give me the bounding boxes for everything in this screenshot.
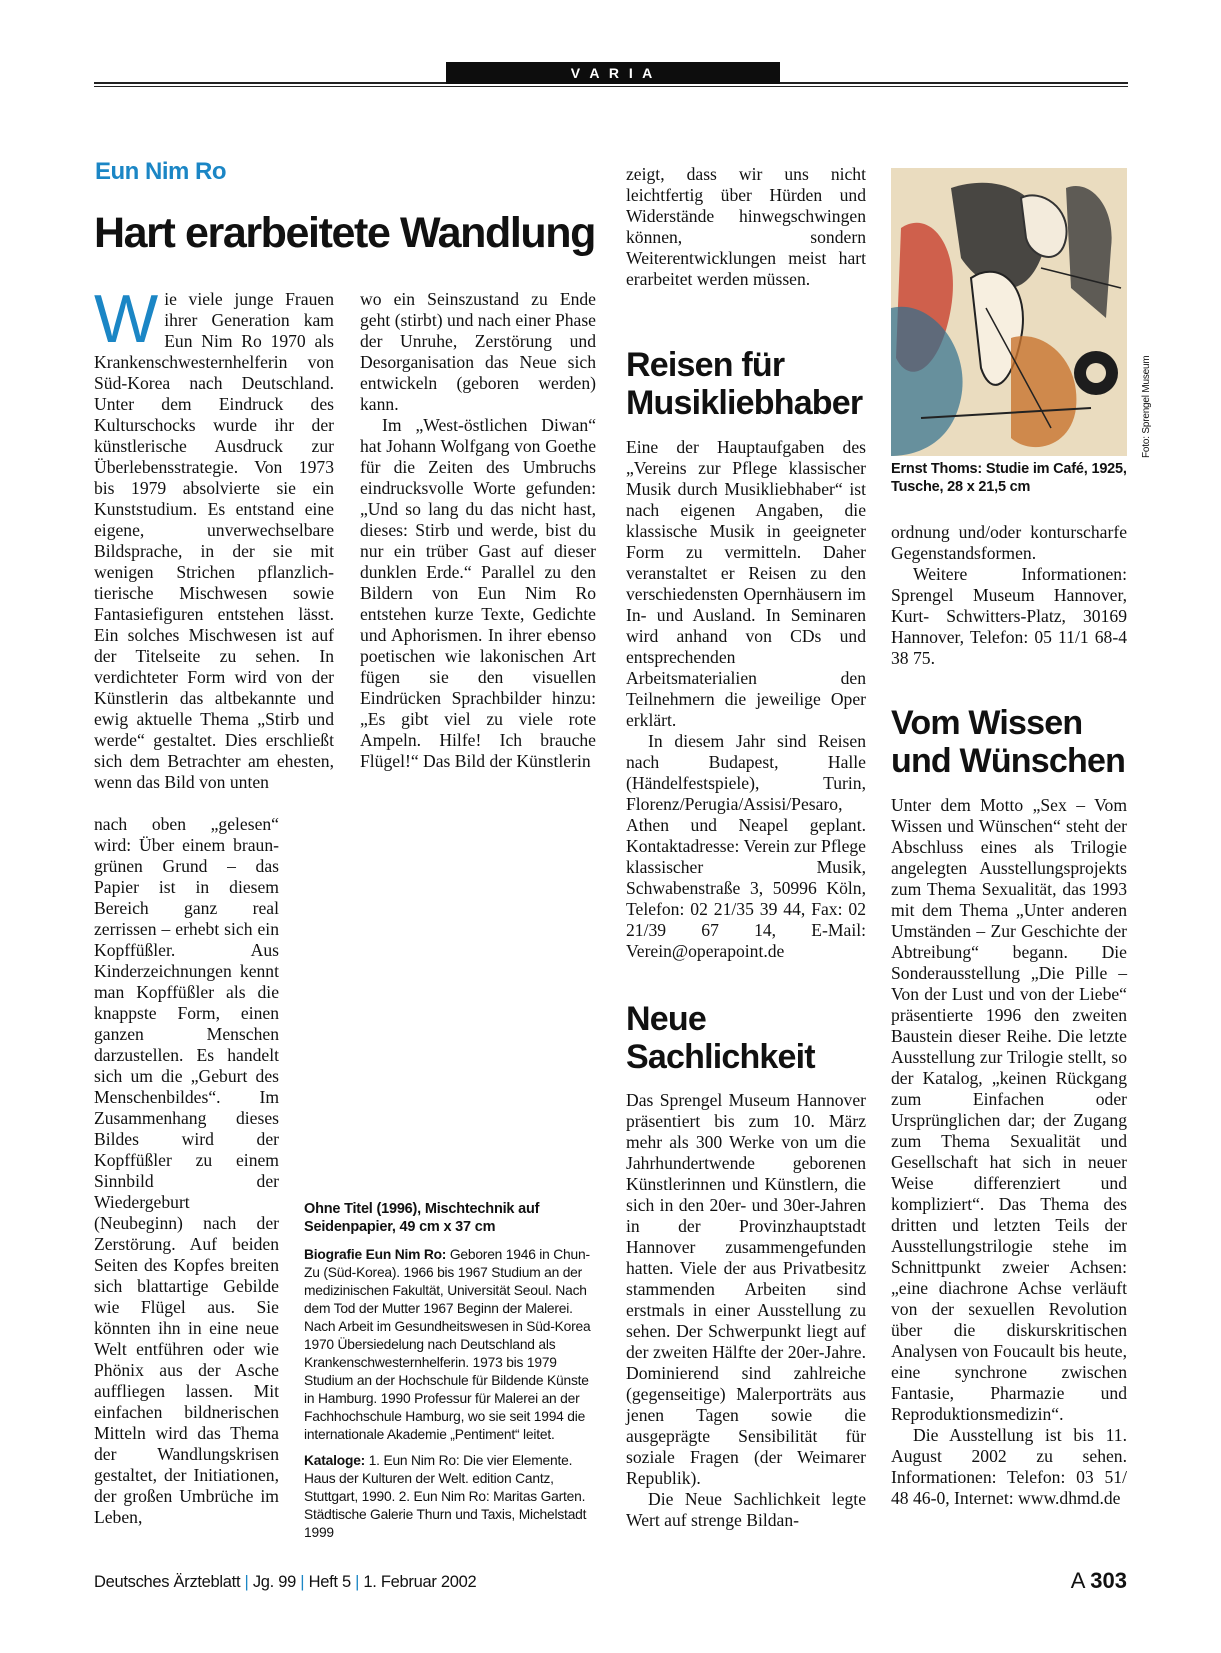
- page-prefix: A: [1070, 1568, 1085, 1593]
- article2-paragraph: In diesem Jahr sind Reisen nach Budapest, Halle (Händelfestspiele), Turin, Florenz/Perugia/Assisi/Pesaro, Athen und Neapel geplant. Kontaktadresse: Verein zur Pflege klassischer Musik, Schwabenstraße 3, 50996 Köln, Telefon: 02 21/35 39 44, Fax: 02 21/39 67 14, E-Mail: Verein@operapoint.de: [626, 731, 866, 961]
- caption-title: Ohne Titel (1996), Mischtechnik auf Seidenpapier, 49 cm x 37 cm: [304, 1201, 540, 1235]
- article-title: Hart erarbeitete Wandlung: [94, 209, 595, 257]
- article4-paragraph: Unter dem Motto „Sex – Vom Wissen und Wünschen“ steht der Abschluss eines als Trilogie angelegten Ausstellungsprojekts zum Thema Sexualität, das 1993 mit dem Thema „Unter anderen Umständen – Zur Geschichte der Abtreibung“ begann. Die Sonderausstellung „Die Pille – Von der Lust und von der Liebe“ präsentierte 1996 den zweiten Baustein dieser Reihe. Die letzte Ausstellung zur Trilogie stellt, so der Katalog, „keinen Rückgang zum Einfachen oder Ursprünglichen dar; der Zugang zum Thema Sexualität und Gesellschaft hat sich in neuer Weise differenziert und kompliziert“. Das Thema des dritten und letzten Teils der Ausstellungstrilogie stehe im Schnittpunkt zweier Achsen: „eine diachrone Achse verläuft von der sexuellen Revolution über die diskurskritischen Analysen von Foucault bis heute, eine synchrone zwischen Fantasie, Pharmazie und Reproduktionsmedizin“.: [891, 795, 1127, 1424]
- artwork-image: [891, 168, 1127, 456]
- article3-title-line1: Neue: [626, 1000, 706, 1038]
- page-number-block: [1071, 1568, 1127, 1594]
- article3-paragraph: Das Sprengel Museum Hannover präsentiert bis zum 10. März mehr als 300 Werke von um die Jahrhundertwende geborenen Künstlerinnen und Künstlern, die sich in den 20er- und 30er-Jahren in der Provinzhauptstadt Hannover zusammengefunden hatten. Viele der aus Privatbesitz stammenden Arbeiten sind erstmals in einer Ausstellung zu sehen. Der Schwerpunkt liegt auf der zweiten Hälfte der 20er-Jahre. Dominierend sind zahlreiche (gegenseitige) Malerporträts aus jenen Tagen sowie die ausgeprägte Sensibilität für soziale Fragen (der Weimarer Republik).: [626, 1090, 866, 1488]
- catalogues: [304, 1452, 596, 1542]
- article2-title-line2: Musikliebhaber: [626, 384, 863, 422]
- issue: Heft 5: [308, 1573, 351, 1591]
- article1-paragraph: Im „West-östlichen Diwan“ hat Johann Wolfgang von Goethe für die Zeiten des Umbruchs eindrucksvolle Worte gefunden: „Und so lang du das nicht hast, dieses: Stirb und werde, bist du nur ein trüber Gast auf dieser dunklen Erde.“ Parallel zu den Bildern von Eun Nim Ro entstehen kurze Texte, Gedichte und Aphorismen. In ihrer ebenso poetischen wie lakonischen Art fügen sie den visuellen Eindrücken Sprachbilder hinzu: „Es gibt viel zu viele rote Ampeln. Hilfe! Ich brauche Flügel!“ Das Bild der Künstlerin: [360, 415, 596, 771]
- dropcap-letter: W: [94, 281, 159, 357]
- article2-signature: [849, 962, 866, 964]
- article1-column3: [626, 164, 866, 292]
- article1-column1: [94, 281, 334, 793]
- photo-credit: Foto: Sprengel Museum: [1141, 355, 1152, 458]
- footer-separator: |: [244, 1573, 249, 1591]
- article2-title: [626, 346, 862, 422]
- article4-title: [891, 704, 1125, 780]
- article4-title-line1: Vom Wissen: [891, 704, 1083, 742]
- article2-body: [626, 437, 866, 964]
- article3-signature: [989, 669, 1127, 671]
- article4-title-line2: und Wünschen: [891, 742, 1126, 780]
- header-rule-thin: [94, 86, 1128, 87]
- section-label: [446, 62, 780, 84]
- biography-text: Geboren 1946 in Chun-Zu (Süd-Korea). 1966 bis 1967 Studium an der medizinischen Fakultät, Universität Seoul. Nach dem Tod der Mutter 1967 Beginn der Malerei. Nach Arbeit im Gesundheitswesen in Süd-Korea 1970 Übersiedelung nach Deutschland als Krankenschwesternhelferin. 1973 bis 1979 Studium an der Hochschule für Bildende Künste in Hamburg. 1990 Professur für Malerei an der Fachhochschule Hamburg, wo sie seit 1994 die internationale Akademie „Pentiment“ leitet.: [304, 1247, 591, 1442]
- article4-signature: [1110, 1509, 1127, 1511]
- article1-column1-narrow: [94, 814, 279, 1528]
- catalogues-text: 1. Eun Nim Ro: Die vier Elemente. Haus der Kulturen der Welt. edition Cantz, Stuttgart, 1990. 2. Eun Nim Ro: Maritas Garten. Städtische Galerie Thurn und Taxis, Michelstadt 1999: [304, 1453, 587, 1540]
- article3-title: [626, 1000, 815, 1076]
- biography-label: Biografie Eun Nim Ro:: [304, 1247, 447, 1262]
- section-label-text: V A R I A: [570, 65, 656, 81]
- article-author: Eun Nim Ro: [95, 158, 226, 185]
- article1-paragraph: zeigt, dass wir uns nicht leichtfertig über Hürden und Widerstände hinwegschwingen können, sondern Weiterentwicklungen meist hart erarbeitet werden müssen.: [626, 164, 866, 289]
- article2-title-line1: Reisen für: [626, 346, 785, 384]
- article4-body: [891, 795, 1127, 1511]
- article3-paragraph: ordnung und/oder konturscharfe Gegenstandsformen.: [891, 522, 1127, 563]
- issue-date: 1. Februar 2002: [363, 1573, 477, 1591]
- volume: Jg. 99: [252, 1573, 296, 1591]
- article1-signature: [785, 290, 866, 292]
- artwork-caption: [304, 1200, 596, 1542]
- article3-title-line2: Sachlichkeit: [626, 1038, 815, 1076]
- page-number: 303: [1090, 1568, 1127, 1593]
- article3-paragraph: Die Neue Sachlichkeit legte Wert auf strenge Bildan-: [626, 1489, 866, 1530]
- article2-paragraph: Eine der Hauptaufgaben des „Vereins zur Pflege klassischer Musik durch Musikliebhaber“ ist nach eigenen Angaben, die klassische Musik in geeigneter Form zu vermitteln. Daher veranstaltet er Reisen zu den verschiedensten Opernhäusern im In- und Ausland. In Seminaren wird anhand von CDs und entsprechenden Arbeitsmaterialien den Teilnehmern die jeweilige Oper erklärt.: [626, 437, 866, 730]
- article3-body: [626, 1090, 866, 1531]
- article1-paragraph: ie viele junge Frauen ihrer Generation kam Eun Nim Ro 1970 als Krankenschwesternhelferin von Süd-Korea nach Deutschland. Unter dem Eindruck des Kulturschocks wurde ihr der künstlerische Ausdruck zur Überlebensstrategie. Von 1973 bis 1979 absolvierte sie ein Kunststudium. Es entstand eine eigene, unverwechselbare Bildsprache, in der sie mit wenigen Strichen pflanzlich-tierische Mischwesen sowie Fantasiefiguren entstehen lässt. Ein solches Mischwesen ist auf der Titelseite zu sehen. In verdichteter Form wird von der Künstlerin das altbekannte und ewig aktuelle Thema „Stirb und werde“ gestaltet. Dies erschließt sich dem Betrachter am ehesten, wenn das Bild von unten: [94, 289, 334, 792]
- artwork-image-caption: Ernst Thoms: Studie im Café, 1925, Tusche, 28 x 21,5 cm: [891, 461, 1127, 495]
- footer-separator: |: [355, 1573, 360, 1591]
- article4-paragraph: Die Ausstellung ist bis 11. August 2002 zu sehen. Informationen: Telefon: 03 51/ 48 46-0, Internet: www.dhmd.de: [891, 1425, 1127, 1508]
- footer-publication: [94, 1573, 476, 1592]
- article1-paragraph: nach oben „gelesen“ wird: Über einem braun-grünen Grund – das Papier ist in diesem Bereich ganz real zerrissen – erhebt sich ein Kopffüßler. Aus Kinderzeichnungen kennt man Kopffüßler als die knappste Form, einen ganzen Menschen darzustellen. Es handelt sich um die „Geburt des Menschenbildes“. Im Zusammenhang dieses Bildes wird der Kopffüßler zu einem Sinnbild der Wiedergeburt (Neubeginn) nach der Zerstörung. Auf beiden Seiten des Kopfes breiten sich blattartige Gebilde wie Flügel aus. Sie könnten ihn in eine neue Welt entführen oder wie Phönix aus der Asche auffliegen lassen. Mit einfachen bildnerischen Mitteln wird das Thema der Wandlungskrisen gestaltet, der Initiationen, der großen Umbrüche im Leben,: [94, 814, 279, 1527]
- article3-body-continued: [891, 522, 1127, 671]
- article1-column2: [360, 289, 596, 772]
- footer-separator: |: [300, 1573, 305, 1591]
- article1-paragraph: wo ein Seinszustand zu Ende geht (stirbt) und nach einer Phase der Unruhe, Zerstörung und Desorganisation das Neue sich entwickeln (geboren werden) kann.: [360, 289, 596, 414]
- biography: [304, 1246, 596, 1444]
- journal-name: Deutsches Ärzteblatt: [94, 1573, 241, 1591]
- cafe-study-illustration: [891, 168, 1127, 456]
- catalogues-label: Kataloge:: [304, 1453, 366, 1468]
- article3-paragraph: Weitere Informationen: Sprengel Museum Hannover, Kurt- Schwitters-Platz, 30169 Hannover, Telefon: 05 11/1 68-4 38 75.: [891, 564, 1127, 668]
